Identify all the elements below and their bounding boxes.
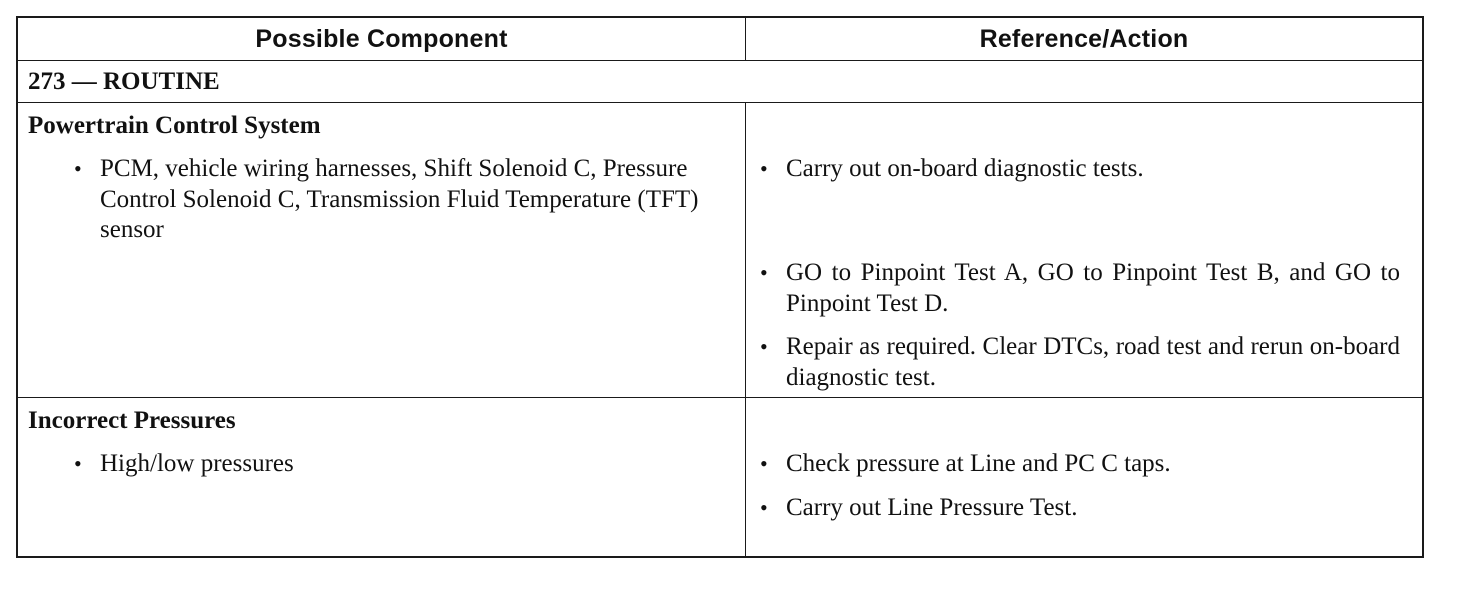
body-column-divider (745, 102, 746, 556)
action-bullet-text: Carry out Line Pressure Test. (786, 494, 1078, 521)
action-bullet-text: Repair as required. Clear DTCs, road test and rerun on-board diagnostic test. (786, 333, 1400, 391)
action-bullet (760, 154, 1400, 185)
component-bullet-text: High/low pressures (100, 450, 294, 477)
header-column-divider (745, 18, 746, 60)
routine-divider (18, 102, 1422, 103)
action-bullet-text: Carry out on-board diagnostic tests. (786, 155, 1144, 182)
section-divider (18, 397, 1422, 398)
component-bullet (74, 449, 714, 480)
action-bullet (760, 332, 1400, 393)
action-bullet-text: Check pressure at Line and PC C taps. (786, 450, 1171, 477)
action-bullet-text: GO to Pinpoint Test A, GO to Pinpoint Test B, and GO to Pinpoint Test D. (786, 259, 1400, 317)
routine-label: 273 — ROUTINE (28, 68, 220, 95)
header-possible-component: Possible Component (255, 24, 508, 53)
component-bullet-text: PCM, vehicle wiring harnesses, Shift Solenoid C, Pressure Control Solenoid C, Transmission Fluid Temperature (TFT) sensor (100, 155, 699, 243)
header-reference-action: Reference/Action (979, 24, 1189, 53)
section-title-incorrect-pressures: Incorrect Pressures (28, 407, 236, 434)
action-bullet (760, 449, 1400, 480)
diagnostic-table (16, 16, 1424, 558)
section-title-powertrain: Powertrain Control System (28, 112, 321, 139)
component-bullet (74, 154, 714, 246)
action-bullet (760, 258, 1400, 319)
header-divider (18, 60, 1422, 61)
action-bullet (760, 493, 1400, 524)
